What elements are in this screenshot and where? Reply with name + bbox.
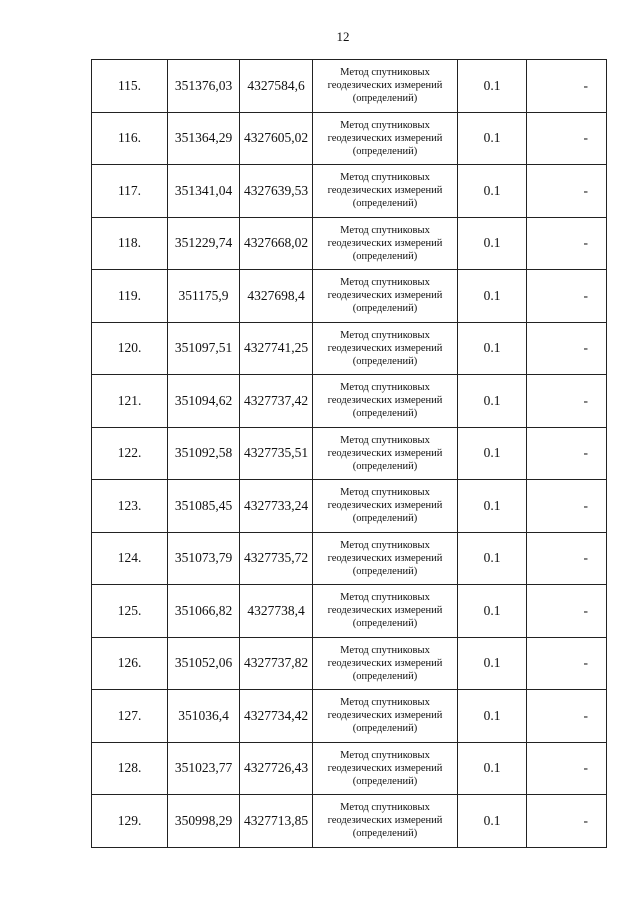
description-cell: - [527,795,607,848]
table-row [92,60,607,113]
method-line: Метод спутниковых [340,487,430,499]
y-coordinate-cell: 4327735,51 [240,427,313,480]
point-number-cell: 121. [92,375,168,428]
table-row [92,532,607,585]
method-line: Метод спутниковых [340,382,430,394]
accuracy-cell: 0.1 [458,480,527,533]
method-line: (определений) [352,408,418,420]
method-line: (определений) [352,145,418,157]
method-cell [313,60,458,113]
accuracy-cell: 0.1 [458,60,527,113]
y-coordinate-cell: 4327713,85 [240,795,313,848]
x-coordinate-cell: 351052,06 [168,637,240,690]
x-coordinate-cell: 351023,77 [168,742,240,795]
method-line: геодезических измерений [327,552,443,564]
table-row [92,742,607,795]
table-row [92,795,607,848]
point-number-cell: 124. [92,532,168,585]
point-number-cell: 123. [92,480,168,533]
method-line: (определений) [352,250,418,262]
method-line: (определений) [352,513,418,525]
x-coordinate-cell: 350998,29 [168,795,240,848]
x-coordinate-cell: 351175,9 [168,270,240,323]
accuracy-cell: 0.1 [458,375,527,428]
y-coordinate-cell: 4327737,42 [240,375,313,428]
method-line: геодезических измерений [327,762,443,774]
y-coordinate-cell: 4327698,4 [240,270,313,323]
method-cell [313,375,458,428]
method-cell [313,322,458,375]
description-cell: - [527,375,607,428]
table-row [92,637,607,690]
method-cell [313,690,458,743]
method-line: геодезических измерений [327,500,443,512]
y-coordinate-cell: 4327737,82 [240,637,313,690]
point-number-cell: 118. [92,217,168,270]
description-cell: - [527,427,607,480]
method-line: геодезических измерений [327,185,443,197]
table-row [92,375,607,428]
description-cell: - [527,585,607,638]
method-line: (определений) [352,355,418,367]
method-line: Метод спутниковых [340,644,430,656]
x-coordinate-cell: 351341,04 [168,165,240,218]
method-line: геодезических измерений [327,710,443,722]
coordinates-table-body [92,60,607,848]
x-coordinate-cell: 351036,4 [168,690,240,743]
accuracy-cell: 0.1 [458,165,527,218]
method-line: геодезических измерений [327,605,443,617]
method-cell [313,217,458,270]
description-cell: - [527,742,607,795]
accuracy-cell: 0.1 [458,322,527,375]
method-line: Метод спутниковых [340,592,430,604]
table-row [92,585,607,638]
point-number-cell: 127. [92,690,168,743]
method-cell [313,742,458,795]
accuracy-cell: 0.1 [458,742,527,795]
y-coordinate-cell: 4327738,4 [240,585,313,638]
method-line: геодезических измерений [327,447,443,459]
method-cell [313,112,458,165]
method-line: Метод спутниковых [340,697,430,709]
description-cell: - [527,165,607,218]
method-line: Метод спутниковых [340,172,430,184]
point-number-cell: 116. [92,112,168,165]
x-coordinate-cell: 351092,58 [168,427,240,480]
point-number-cell: 128. [92,742,168,795]
method-line: геодезических измерений [327,290,443,302]
y-coordinate-cell: 4327735,72 [240,532,313,585]
accuracy-cell: 0.1 [458,532,527,585]
point-number-cell: 117. [92,165,168,218]
method-line: Метод спутниковых [340,539,430,551]
accuracy-cell: 0.1 [458,112,527,165]
x-coordinate-cell: 351073,79 [168,532,240,585]
table-row [92,112,607,165]
x-coordinate-cell: 351097,51 [168,322,240,375]
method-line: Метод спутниковых [340,802,430,814]
method-line: геодезических измерений [327,395,443,407]
method-cell [313,795,458,848]
table-row [92,217,607,270]
description-cell: - [527,637,607,690]
method-line: (определений) [352,828,418,840]
method-cell [313,270,458,323]
method-cell [313,585,458,638]
coordinates-table [91,59,607,848]
y-coordinate-cell: 4327605,02 [240,112,313,165]
table-row [92,690,607,743]
description-cell: - [527,480,607,533]
method-line: Метод спутниковых [340,224,430,236]
x-coordinate-cell: 351229,74 [168,217,240,270]
method-line: Метод спутниковых [340,749,430,761]
x-coordinate-cell: 351085,45 [168,480,240,533]
accuracy-cell: 0.1 [458,585,527,638]
point-number-cell: 115. [92,60,168,113]
method-line: Метод спутниковых [340,119,430,131]
method-line: Метод спутниковых [340,67,430,79]
method-line: (определений) [352,775,418,787]
description-cell: - [527,60,607,113]
method-line: (определений) [352,618,418,630]
method-line: Метод спутниковых [340,277,430,289]
point-number-cell: 122. [92,427,168,480]
x-coordinate-cell: 351066,82 [168,585,240,638]
method-line: геодезических измерений [327,342,443,354]
y-coordinate-cell: 4327584,6 [240,60,313,113]
y-coordinate-cell: 4327726,43 [240,742,313,795]
accuracy-cell: 0.1 [458,270,527,323]
method-line: (определений) [352,93,418,105]
accuracy-cell: 0.1 [458,690,527,743]
method-line: Метод спутниковых [340,434,430,446]
description-cell: - [527,532,607,585]
point-number-cell: 126. [92,637,168,690]
method-line: (определений) [352,670,418,682]
table-row [92,480,607,533]
accuracy-cell: 0.1 [458,427,527,480]
table-row [92,322,607,375]
table-row [92,165,607,218]
point-number-cell: 129. [92,795,168,848]
accuracy-cell: 0.1 [458,795,527,848]
method-line: (определений) [352,723,418,735]
y-coordinate-cell: 4327733,24 [240,480,313,533]
method-line: (определений) [352,565,418,577]
x-coordinate-cell: 351094,62 [168,375,240,428]
x-coordinate-cell: 351376,03 [168,60,240,113]
method-cell [313,532,458,585]
method-line: геодезических измерений [327,80,443,92]
table-row [92,270,607,323]
accuracy-cell: 0.1 [458,217,527,270]
method-line: (определений) [352,460,418,472]
y-coordinate-cell: 4327668,02 [240,217,313,270]
description-cell: - [527,270,607,323]
accuracy-cell: 0.1 [458,637,527,690]
method-line: (определений) [352,198,418,210]
method-cell [313,480,458,533]
method-cell [313,427,458,480]
point-number-cell: 125. [92,585,168,638]
method-line: геодезических измерений [327,132,443,144]
method-line: (определений) [352,303,418,315]
description-cell: - [527,322,607,375]
page-number: 12 [336,29,350,44]
x-coordinate-cell: 351364,29 [168,112,240,165]
method-line: геодезических измерений [327,657,443,669]
description-cell: - [527,112,607,165]
point-number-cell: 120. [92,322,168,375]
method-cell [313,637,458,690]
method-line: геодезических измерений [327,237,443,249]
y-coordinate-cell: 4327639,53 [240,165,313,218]
method-line: геодезических измерений [327,815,443,827]
point-number-cell: 119. [92,270,168,323]
table-row [92,427,607,480]
method-cell [313,165,458,218]
description-cell: - [527,690,607,743]
method-line: Метод спутниковых [340,329,430,341]
description-cell: - [527,217,607,270]
y-coordinate-cell: 4327741,25 [240,322,313,375]
y-coordinate-cell: 4327734,42 [240,690,313,743]
